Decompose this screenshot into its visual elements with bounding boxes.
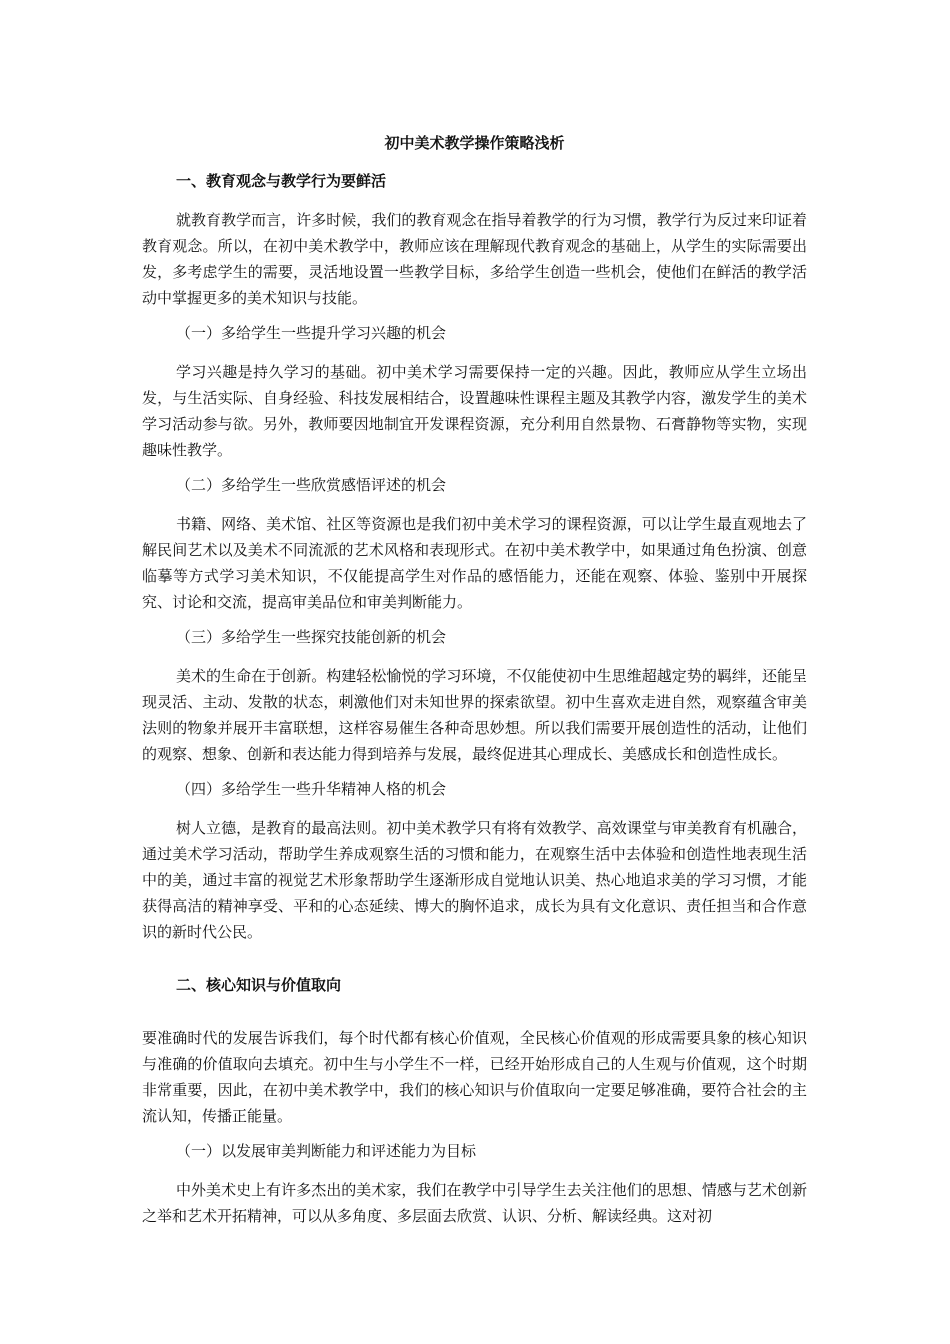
- document-title: 初中美术教学操作策略浅析: [384, 134, 565, 152]
- paragraph: 美术的生命在于创新。构建轻松愉悦的学习环境，不仅能使初中生思维超越定势的羁绊，还能呈现灵活、主动、发散的状态，刺激他们对未知世界的探索欲望。初中生喜欢走进自然，观察蕴含审美法则的物象并展开丰富联想，这样容易催生各种奇思妙想。所以我们需要开展创造性的活动，让他们的观察、想象、创新和表达能力得到培养与发展，最终促进其心理成长、美感成长和创造性成长。: [142, 667, 807, 763]
- document-body: [142, 133, 807, 1241]
- subheading-2-1: （一）以发展审美判断能力和评述能力为目标: [176, 1142, 477, 1160]
- subheading-1-3: （三）多给学生一些探究技能创新的机会: [176, 628, 447, 646]
- section-heading-1: 一、教育观念与教学行为要鲜活: [176, 172, 387, 190]
- paragraph: 中外美术史上有许多杰出的美术家，我们在教学中引导学生去关注他们的思想、情感与艺术创新之举和艺术开拓精神，可以从多角度、多层面去欣赏、认识、分析、解读经典。这对初: [142, 1181, 807, 1225]
- paragraph: 就教育教学而言，许多时候，我们的教育观念在指导着教学的行为习惯，教学行为反过来印证着教育观念。所以，在初中美术教学中，教师应该在理解现代教育观念的基础上，从学生的实际需要出发，多考虑学生的需要，灵活地设置一些教学目标，多给学生创造一些机会，使他们在鲜活的教学活动中掌握更多的美术知识与技能。: [142, 211, 807, 307]
- paragraph: 书籍、网络、美术馆、社区等资源也是我们初中美术学习的课程资源，可以让学生最直观地去了解民间艺术以及美术不同流派的艺术风格和表现形式。在初中美术教学中，如果通过角色扮演、创意临摹等方式学习美术知识，不仅能提高学生对作品的感悟能力，还能在观察、体验、鉴别中开展探究、讨论和交流，提高审美品位和审美判断能力。: [142, 515, 807, 611]
- subheading-1-4: （四）多给学生一些升华精神人格的机会: [176, 780, 447, 798]
- paragraph: 要准确时代的发展告诉我们，每个时代都有核心价值观，全民核心价值观的形成需要具象的核心知识与准确的价值取向去填充。初中生与小学生不一样，已经开始形成自己的人生观与价值观，这个时期非常重要，因此，在初中美术教学中，我们的核心知识与价值取向一定要足够准确，要符合社会的主流认知，传播正能量。: [142, 1029, 807, 1125]
- paragraph: 学习兴趣是持久学习的基础。初中美术学习需要保持一定的兴趣。因此，教师应从学生立场出发，与生活实际、自身经验、科技发展相结合，设置趣味性课程主题及其教学内容，激发学生的美术学习活动参与欲。另外，教师要因地制宜开发课程资源，充分利用自然景物、石膏静物等实物，实现趣味性教学。: [142, 363, 807, 459]
- subheading-1-1: （一）多给学生一些提升学习兴趣的机会: [176, 324, 447, 342]
- paragraph: 树人立德，是教育的最高法则。初中美术教学只有将有效教学、高效课堂与审美教育有机融合，通过美术学习活动，帮助学生养成观察生活的习惯和能力，在观察生活中去体验和创造性地表现生活中的美，通过丰富的视觉艺术形象帮助学生逐渐形成自觉地认识美、热心地追求美的学习习惯，才能获得高洁的精神享受、平和的心态延续、博大的胸怀追求，成长为具有文化意识、责任担当和合作意识的新时代公民。: [142, 819, 807, 941]
- subheading-1-2: （二）多给学生一些欣赏感悟评述的机会: [176, 476, 447, 494]
- section-heading-2: 二、核心知识与价值取向: [176, 976, 342, 994]
